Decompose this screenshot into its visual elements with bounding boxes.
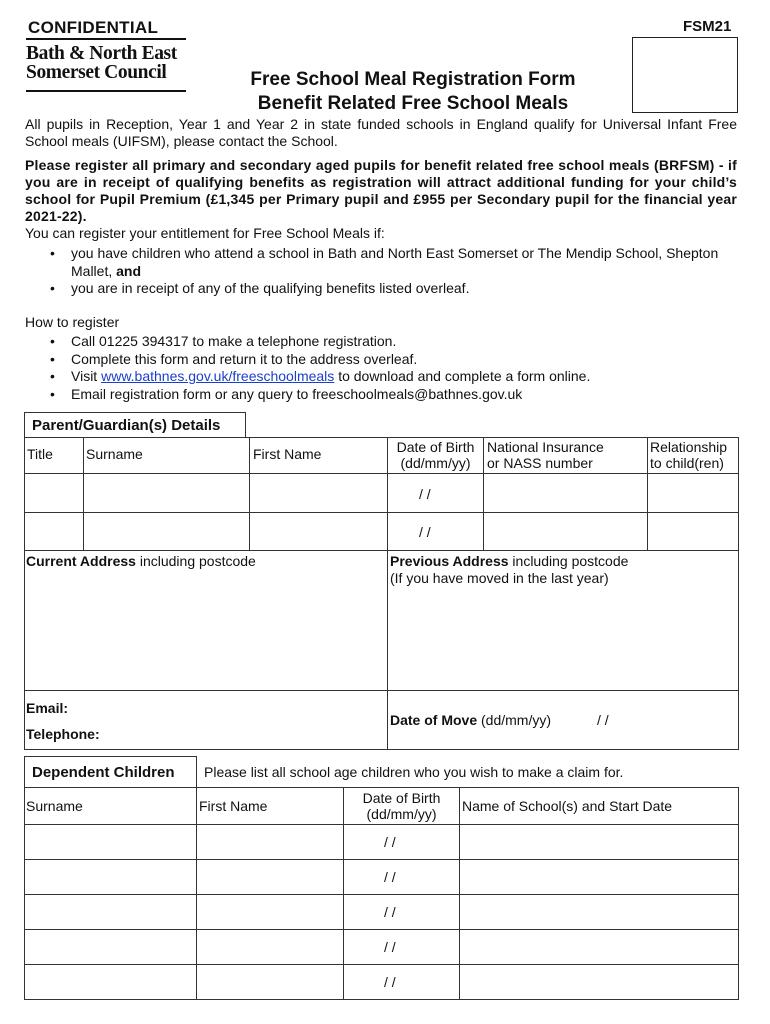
header-ni-cell [483,437,648,474]
column-header: First Name [253,446,322,462]
column-header: Title [27,446,53,462]
column-header: Surname [26,798,83,814]
date-of-move-field[interactable] [387,690,739,750]
column-header: Date of Birth [396,439,475,455]
list-item [25,368,737,386]
logo-line-2: Somerset Council [26,62,167,83]
step-4: Email registration form or any query to freeschoolmeals@bathnes.gov.uk [71,385,523,402]
child-header-dob [343,787,460,825]
column-header: Surname [86,446,143,462]
child-dob-input[interactable] [343,964,460,1000]
form-title: Free School Meal Registration Form [250,69,576,90]
condition-2-text: you are in receipt of any of the qualifying benefits listed overleaf. [71,280,470,296]
form-code: FSM21 [683,18,732,35]
date-separator: / / [597,712,609,728]
child-surname-input[interactable] [24,964,197,1000]
logo-line-1: Bath & North East [26,43,177,64]
step-1: Call 01225 394317 to make a telephone registration. [71,333,397,349]
header-surname-cell [83,437,250,474]
current-address-bold: Current Address [26,553,136,569]
child-school-input[interactable] [459,894,739,930]
date-of-move-label [390,712,551,728]
entitlement-text: You can register your entitlement for Free School Meals if: [25,225,385,241]
list-item [25,386,737,404]
section-heading: Dependent Children [32,764,175,781]
uifsm-paragraph: All pupils in Reception, Year 1 and Year 2 in state funded schools in England qualify for Universal Infant Free School meals (UIFSM), please contact the School. [25,116,737,149]
email-label: Email: [26,700,69,716]
step-2: Complete this form and return it to the address overleaf. [71,350,418,367]
steps-list [25,333,737,403]
children-instruction: Please list all school age children who you wish to make a claim for. [204,764,624,780]
children-section-heading-box [24,756,197,788]
conditions-list [25,245,737,298]
header-dob-cell [387,437,484,474]
date-separator: / / [384,904,396,920]
header-title-cell [24,437,84,474]
dob-input-1[interactable] [387,473,484,513]
column-header: Date of Birth [362,790,441,806]
divider [26,38,186,40]
child-header-school [459,787,739,825]
confidential-label: CONFIDENTIAL [28,18,159,37]
first-name-input-1[interactable] [249,473,388,513]
previous-address-heading [390,553,628,570]
list-item [25,280,737,298]
child-school-input[interactable] [459,929,739,965]
list-item [25,351,737,369]
child-dob-input[interactable] [343,859,460,895]
condition-1-text: you have children who attend a school in Bath and North East Somerset or The Mendip School, Shepton Mallet, [71,245,719,279]
step-3-pre: Visit [71,368,98,384]
child-school-input[interactable] [459,964,739,1000]
list-item [25,333,737,351]
column-header: First Name [199,798,268,814]
column-header: (dd/mm/yy) [366,806,437,822]
child-first-name-input[interactable] [196,894,344,930]
header-relationship-cell [647,437,739,474]
date-separator: / / [384,974,396,990]
previous-address-field[interactable] [387,550,739,691]
list-item [25,245,737,280]
current-address-field[interactable] [24,550,388,691]
child-first-name-input[interactable] [196,859,344,895]
ni-input-1[interactable] [483,473,648,513]
date-separator: / / [419,486,431,502]
child-dob-input[interactable] [343,929,460,965]
child-surname-input[interactable] [24,824,197,860]
dob-input-2[interactable] [387,512,484,551]
first-name-input-2[interactable] [249,512,388,551]
condition-1-and: and [116,262,142,279]
column-header: to child(ren) [650,455,724,471]
child-dob-input[interactable] [343,824,460,860]
how-to-register-heading: How to register [25,314,120,330]
child-surname-input[interactable] [24,859,197,895]
date-of-move-bold: Date of Move [390,712,478,728]
parent-section-heading-box [24,412,246,438]
previous-address-bold: Previous Address [390,553,509,569]
form-subtitle: Benefit Related Free School Meals [257,93,569,114]
child-school-input[interactable] [459,824,739,860]
previous-address-note: (If you have moved in the last year) [390,570,609,586]
previous-address-label [390,553,628,587]
date-separator: / / [384,869,396,885]
child-header-first [196,787,344,825]
column-header: (dd/mm/yy) [400,455,471,471]
child-surname-input[interactable] [24,929,197,965]
date-of-move-format: (dd/mm/yy) [481,712,552,728]
website-link[interactable]: www.bathnes.gov.uk/freeschoolmeals [101,368,335,384]
child-surname-input[interactable] [24,894,197,930]
column-header: Relationship [650,439,728,455]
date-separator: / / [384,939,396,955]
relationship-input-2[interactable] [647,512,739,551]
telephone-label: Telephone: [26,726,100,742]
current-address-label [26,553,256,569]
current-address-note: including postcode [139,553,256,569]
step-3-post: to download and complete a form online. [338,368,591,384]
child-first-name-input[interactable] [196,824,344,860]
contact-field[interactable] [24,690,388,750]
column-header: National Insurance [487,439,604,455]
ni-input-2[interactable] [483,512,648,551]
title-input-1[interactable] [24,473,84,513]
column-header: Name of School(s) and Start Date [462,798,673,814]
child-school-input[interactable] [459,859,739,895]
column-header: or NASS number [487,455,593,471]
previous-address-rest: including postcode [512,553,629,569]
date-separator: / / [419,524,431,540]
surname-input-1[interactable] [83,473,250,513]
relationship-input-1[interactable] [647,473,739,513]
section-heading: Parent/Guardian(s) Details [32,417,221,434]
date-separator: / / [384,834,396,850]
title-input-2[interactable] [24,512,84,551]
child-dob-input[interactable] [343,894,460,930]
brfsm-paragraph: Please register all primary and secondary aged pupils for benefit related free school meals (BRFSM) - if you are in receipt of qualifying benefits as registration will attract additional funding for your child’s school for Pupil Premium (£1,345 per Primary pupil and £955 per Secondary pupil for the financial year 2021-22). [25,157,737,224]
header-first-cell [249,437,388,474]
child-header-surname [24,787,197,825]
surname-input-2[interactable] [83,512,250,551]
child-first-name-input[interactable] [196,964,344,1000]
child-first-name-input[interactable] [196,929,344,965]
